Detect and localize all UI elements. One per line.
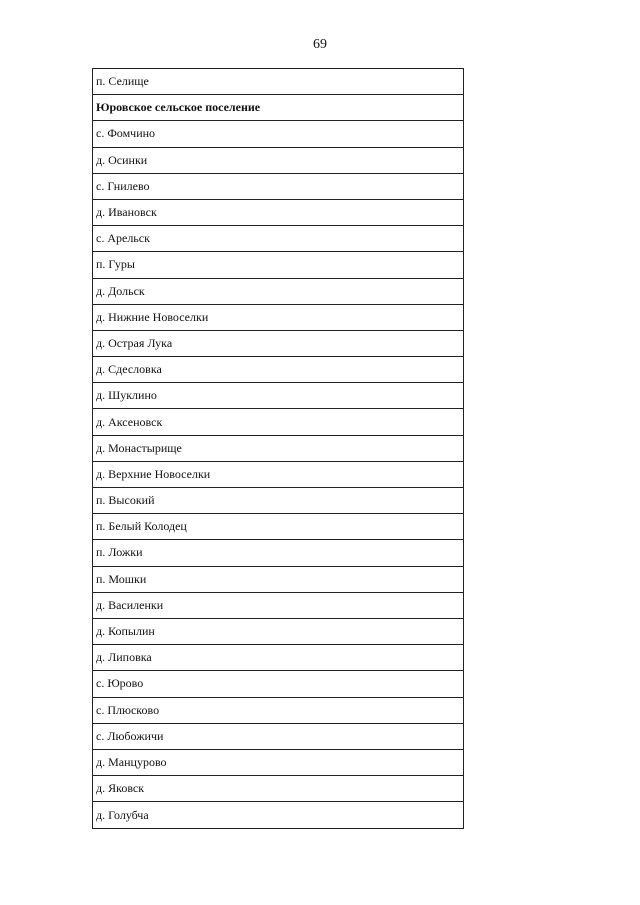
table-row: [93, 436, 463, 462]
table-row: [93, 802, 463, 828]
settlement-name: д. Ивановск: [96, 205, 157, 220]
settlement-name: д. Острая Лука: [96, 335, 173, 350]
table-row: [93, 724, 463, 750]
settlement-name: с. Фомчино: [96, 126, 156, 141]
section-header-row: [93, 95, 463, 121]
settlement-name: д. Аксеновск: [96, 414, 163, 429]
table-row: [93, 698, 463, 724]
table-row: [93, 252, 463, 278]
settlement-name: с. Плюсково: [96, 702, 160, 717]
settlement-name: п. Высокий: [96, 493, 155, 508]
table-row: [93, 619, 463, 645]
settlement-name: д. Нижние Новоселки: [96, 309, 209, 324]
table-row: [93, 69, 463, 95]
table-row: [93, 383, 463, 409]
settlement-name: д. Осинки: [96, 152, 148, 167]
settlement-name: п. Ложки: [96, 545, 143, 560]
table-row: [93, 279, 463, 305]
settlement-name: п. Белый Колодец: [96, 519, 187, 534]
table-row: [93, 148, 463, 174]
table-row: [93, 226, 463, 252]
settlement-name: д. Копылин: [96, 624, 155, 639]
table-row: [93, 121, 463, 147]
table-row: [93, 593, 463, 619]
settlement-name: д. Шуклино: [96, 388, 157, 403]
settlement-name: д. Дольск: [96, 283, 145, 298]
settlement-name: д. Монастырище: [96, 440, 182, 455]
table-row: [93, 409, 463, 435]
table-row: [93, 305, 463, 331]
table-row: [93, 645, 463, 671]
settlement-name: д. Сдесловка: [96, 362, 162, 377]
table-row: [93, 174, 463, 200]
settlement-name: п. Мошки: [96, 571, 147, 586]
table-row: [93, 776, 463, 802]
settlement-name: с. Любожичи: [96, 728, 164, 743]
settlement-name: с. Юрово: [96, 676, 144, 691]
settlement-name: п. Гуры: [96, 257, 135, 272]
settlement-name: д. Манцурово: [96, 754, 167, 769]
table-row: [93, 200, 463, 226]
settlement-name: д. Яковск: [96, 781, 145, 796]
settlement-name: д. Голубча: [96, 807, 149, 822]
settlement-name: д. Липовка: [96, 650, 152, 665]
table-row: [93, 514, 463, 540]
section-header-label: Юровское сельское поселение: [96, 100, 261, 115]
settlement-name: с. Арельск: [96, 231, 150, 246]
settlement-name: п. Селище: [96, 74, 149, 89]
table-row: [93, 331, 463, 357]
settlements-table: [92, 68, 464, 829]
table-row: [93, 671, 463, 697]
settlement-name: д. Василенки: [96, 597, 164, 612]
table-row: [93, 567, 463, 593]
table-row: [93, 357, 463, 383]
page-number: 69: [313, 37, 327, 52]
table-row: [93, 540, 463, 566]
settlement-name: с. Гнилево: [96, 178, 150, 193]
table-row: [93, 488, 463, 514]
table-row: [93, 462, 463, 488]
table-row: [93, 750, 463, 776]
settlement-name: д. Верхние Новоселки: [96, 466, 211, 481]
